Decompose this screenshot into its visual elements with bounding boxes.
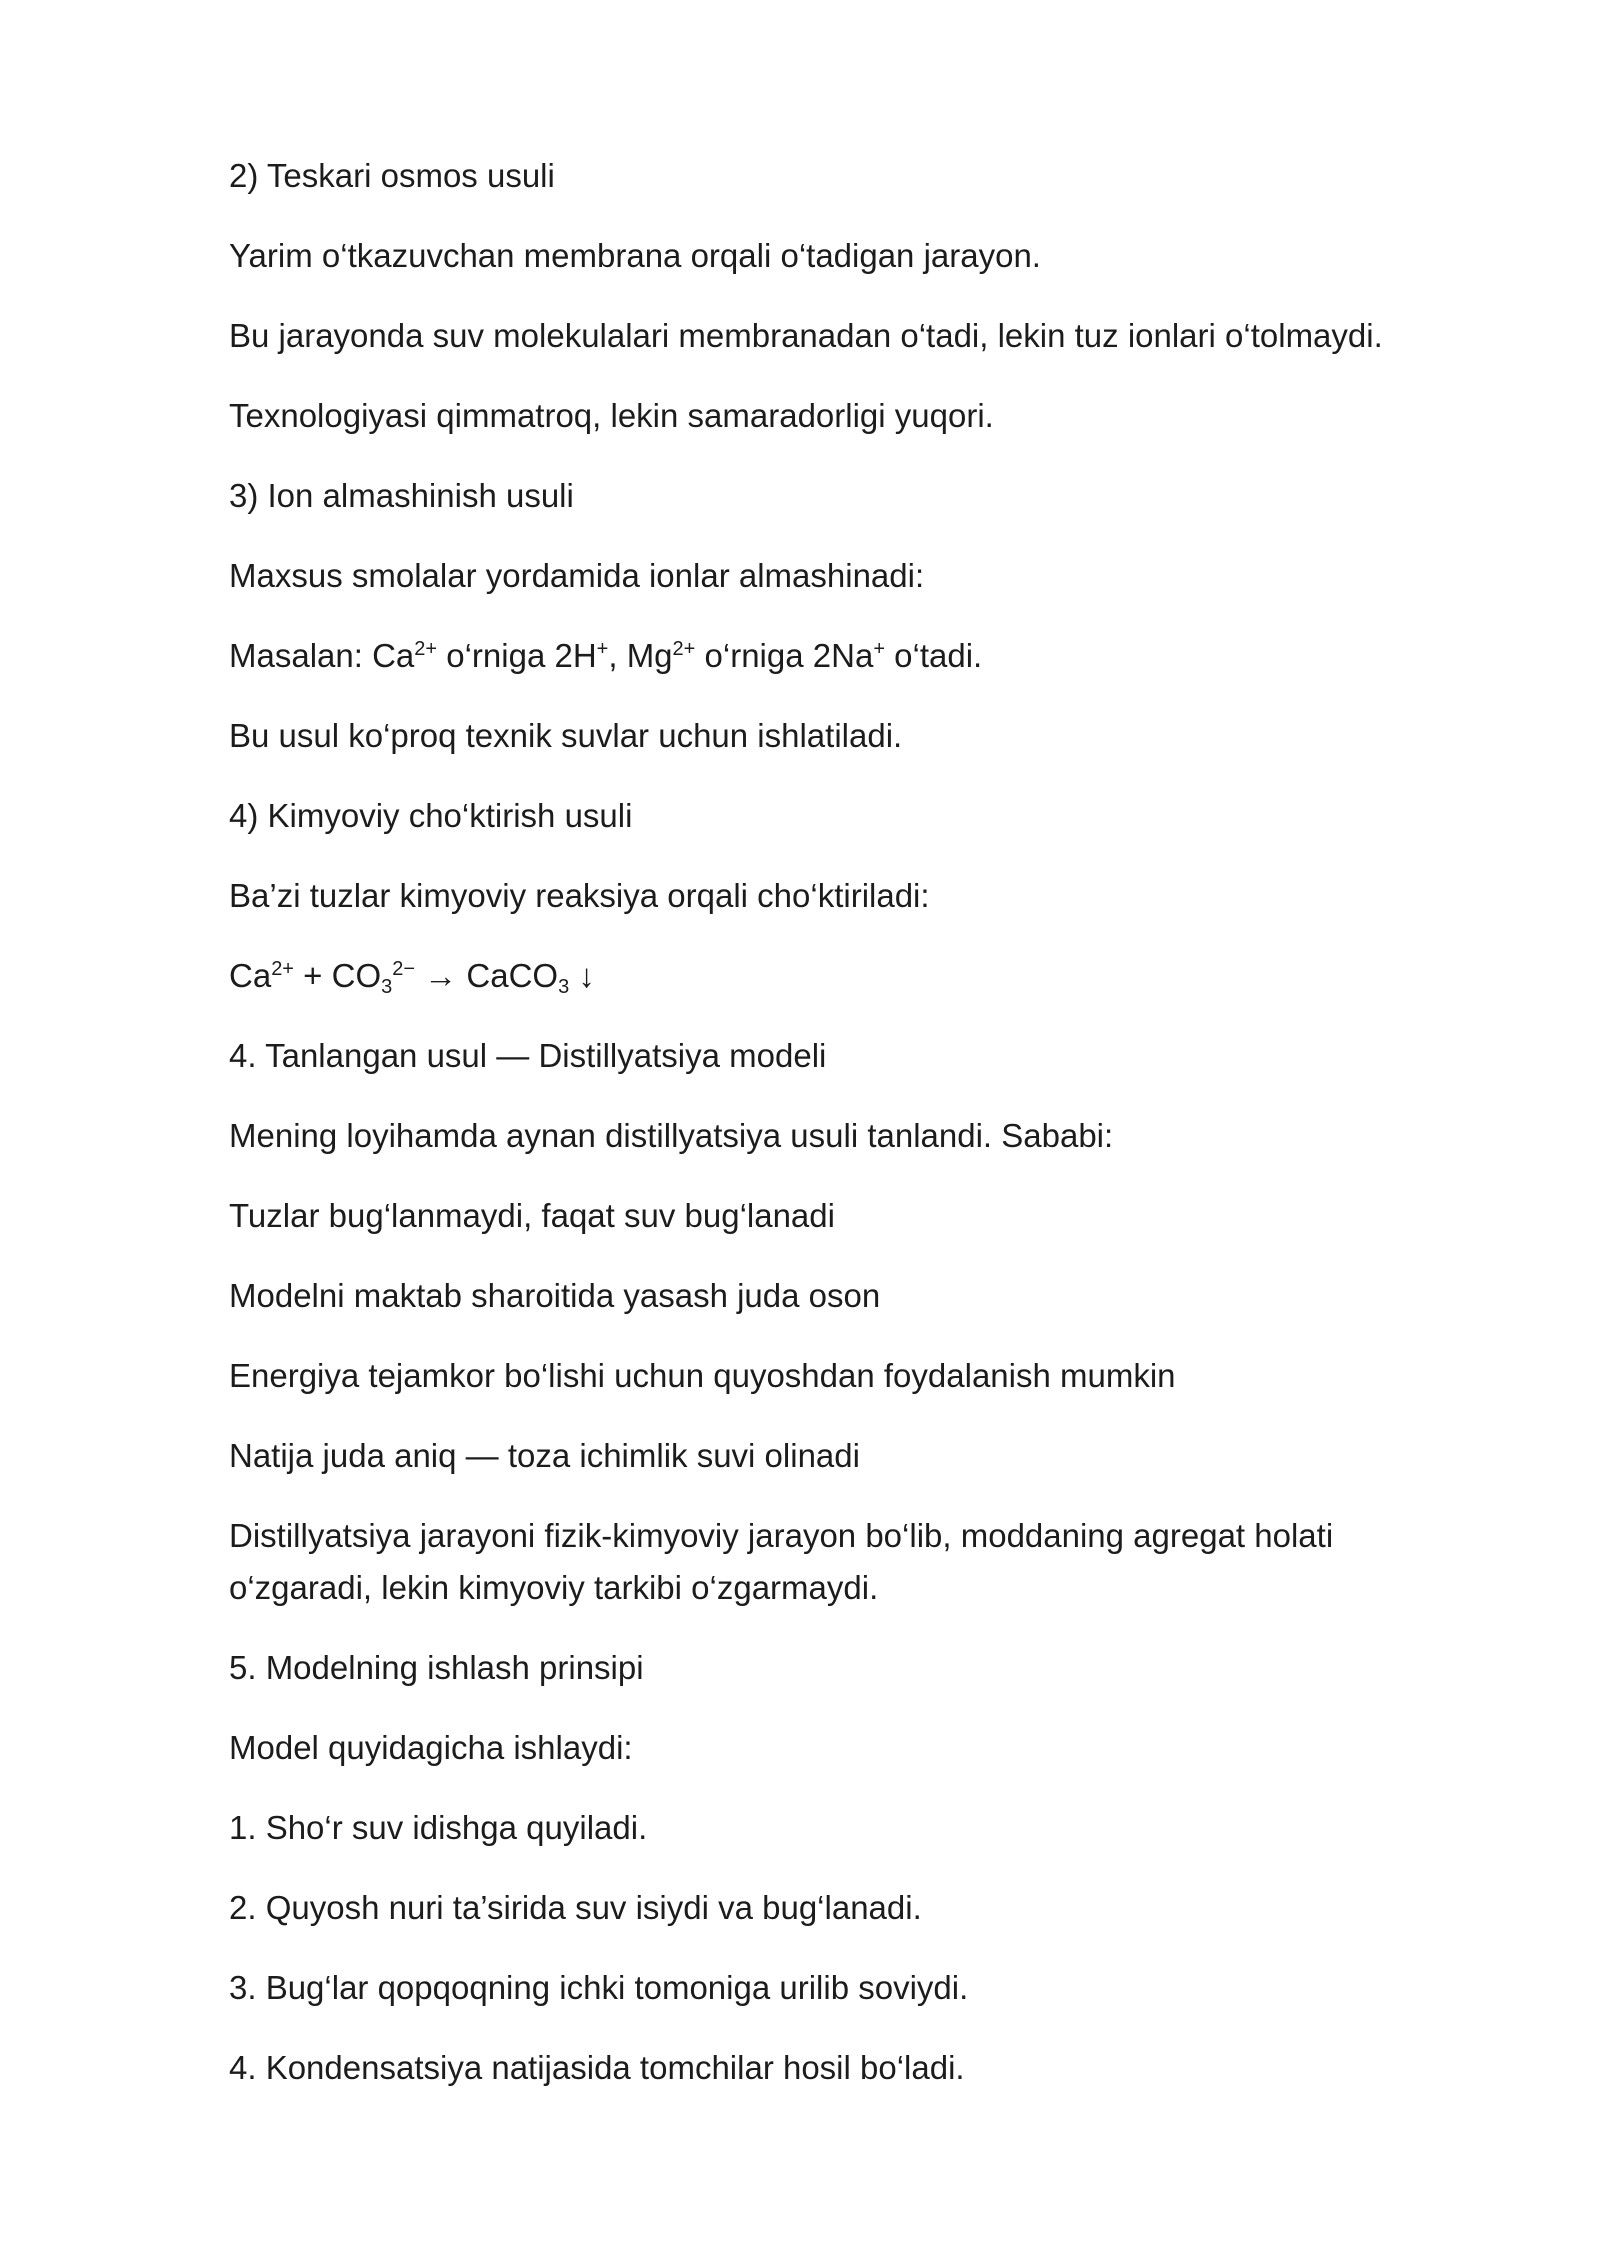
ion-charge: 2+ [271,958,294,980]
reason-line: Tuzlar bug‘lanmaydi, faqat suv bug‘lanadi [229,1197,835,1234]
section-heading-reverse-osmosis: 2) Teskari osmos usuli [229,157,555,194]
example-text: o‘rniga 2H [437,637,597,674]
step-item: 3. Bug‘lar qopqoqning ichki tomoniga urilib soviydi. [229,1969,969,2006]
ion-charge: 2+ [672,638,696,660]
paragraph-line: Ba’zi tuzlar kimyoviy reaksiya orqali cho‘ktiriladi: [229,877,930,914]
chemical-equation [229,950,1459,1002]
step-item: 1. Sho‘r suv idishga quyiladi. [229,1809,648,1846]
paragraph-line: Model quyidagicha ishlaydi: [229,1729,633,1766]
section-heading-distillation-model: 4. Tanlangan usul — Distillyatsiya modeli [229,1037,827,1074]
ion-charge: + [596,638,609,660]
paragraph-distillation-explanation: Distillyatsiya jarayoni fizik-kimyoviy jarayon bo‘lib, moddaning agregat holati o‘zgaradi, lekin kimyoviy tarkibi o‘zgarmaydi. [229,1517,1334,1606]
step-item: 2. Quyosh nuri ta’sirida suv isiydi va bug‘lanadi. [229,1889,922,1926]
equation-text: → CaCO [415,957,559,994]
example-text: o‘rniga 2Na [695,637,874,674]
ion-exchange-example [229,630,1459,682]
precipitate-arrow: ↓ [569,957,595,994]
paragraph-line: Mening loyihamda aynan distillyatsiya usuli tanlandi. Sababi: [229,1117,1114,1154]
ion-charge: + [873,638,885,660]
equation-text: + CO [294,957,382,994]
section-heading-working-principle: 5. Modelning ishlash prinsipi [229,1649,644,1686]
paragraph-line: Texnologiyasi qimmatroq, lekin samaradorligi yuqori. [229,397,994,434]
equation-text: Ca [229,957,272,994]
section-heading-precipitation: 4) Kimyoviy cho‘ktirish usuli [229,797,633,834]
example-text: Masalan: Ca [229,637,415,674]
subscript: 3 [381,976,393,998]
ion-charge: 2+ [414,638,438,660]
section-heading-ion-exchange: 3) Ion almashinish usuli [229,477,574,514]
step-item: 4. Kondensatsiya natijasida tomchilar hosil bo‘ladi. [229,2049,965,2086]
paragraph-line: Bu usul ko‘proq texnik suvlar uchun ishlatiladi. [229,717,903,754]
reason-line: Modelni maktab sharoitida yasash juda oson [229,1277,881,1314]
reason-line: Natija juda aniq — toza ichimlik suvi olinadi [229,1437,860,1474]
example-text: o‘tadi. [885,637,983,674]
ion-charge: 2− [392,958,416,980]
paragraph-line: Bu jarayonda suv molekulalari membranadan o‘tadi, lekin tuz ionlari o‘tolmaydi. [229,317,1383,354]
paragraph-line: Maxsus smolalar yordamida ionlar almashinadi: [229,557,925,594]
paragraph-line: Yarim o‘tkazuvchan membrana orqali o‘tadigan jarayon. [229,237,1041,274]
reason-line: Energiya tejamkor bo‘lishi uchun quyoshdan foydalanish mumkin [229,1357,1176,1394]
example-text: , Mg [608,637,673,674]
subscript: 3 [558,976,570,998]
